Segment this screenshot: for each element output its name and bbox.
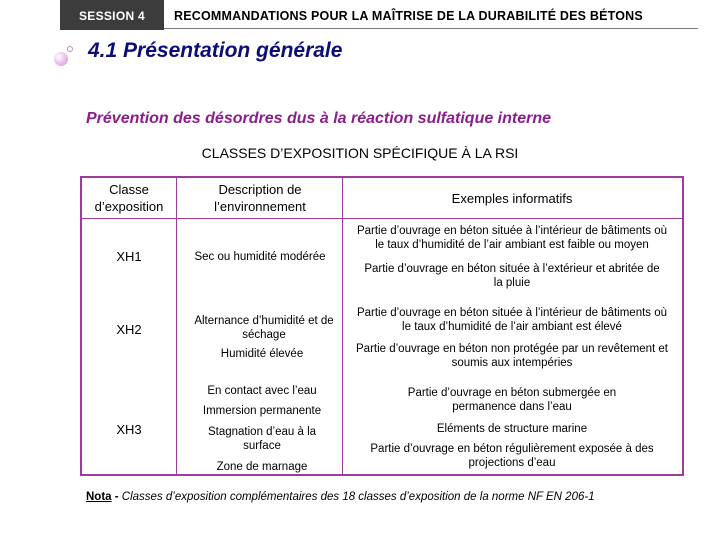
description-item: Immersion permanente	[202, 405, 322, 417]
description-item: Alternance d’humidité et de séchage	[194, 315, 334, 341]
column-divider	[342, 178, 343, 474]
example-item: Partie d’ouvrage en béton submergée en permanence dans l’eau	[407, 386, 617, 413]
section-title: 4.1 Présentation générale	[88, 39, 343, 62]
class-xh3: XH3	[116, 422, 142, 437]
small-bullet-icon	[67, 46, 73, 52]
description-item: Stagnation d’eau à la surface	[207, 426, 317, 452]
header-classe: Classe d’exposition	[94, 182, 164, 214]
header-description: Description de l’environnement	[214, 182, 306, 214]
footnote-label: Nota	[86, 491, 112, 503]
table-title: CLASSES D’EXPOSITION SPÉCIFIQUE À LA RSI	[201, 145, 519, 161]
top-bar	[0, 0, 720, 30]
header-exemples: Exemples informatifs	[451, 190, 573, 206]
example-item: Partie d’ouvrage en béton située à l’intérieur de bâtiments où le taux d’humidité de l’air ambiant est faible ou moyen	[356, 224, 668, 251]
header-title: RECOMMANDATIONS POUR LA MAÎTRISE DE LA DURABILITÉ DES BÉTONS	[174, 9, 643, 23]
description-item: En contact avec l’eau	[207, 385, 317, 397]
session-tab: SESSION 4	[60, 0, 164, 30]
example-item: Partie d’ouvrage en béton régulièrement exposée à des projections d’eau	[370, 442, 654, 469]
description-item: Zone de marnage	[216, 461, 308, 473]
example-item: Partie d’ouvrage en béton située à l’intérieur de bâtiments où le taux d’humidité de l’air ambiant est élevé	[356, 306, 668, 333]
class-xh2: XH2	[116, 322, 142, 337]
footnote-text: Classes d’exposition complémentaires des 18 classes d’exposition de la norme NF EN 206-1	[121, 491, 595, 503]
footnote	[86, 491, 595, 503]
description-item: Sec ou humidité modérée	[194, 251, 326, 263]
header-row-divider	[82, 218, 682, 219]
class-xh1: XH1	[116, 249, 142, 264]
column-divider	[176, 178, 177, 474]
example-item: Eléments de structure marine	[436, 422, 588, 435]
subtitle: Prévention des désordres dus à la réaction sulfatique interne	[86, 110, 552, 127]
footnote-dash: -	[111, 491, 122, 503]
example-item: Partie d’ouvrage en béton non protégée par un revêtement et soumis aux intempéries	[356, 342, 668, 369]
exposure-classes-table	[80, 176, 684, 476]
sphere-bullet-icon	[54, 52, 68, 66]
example-item: Partie d’ouvrage en béton située à l’extérieur et abritée de la pluie	[364, 262, 660, 289]
description-item: Humidité élevée	[220, 348, 304, 360]
header-divider	[164, 28, 698, 29]
